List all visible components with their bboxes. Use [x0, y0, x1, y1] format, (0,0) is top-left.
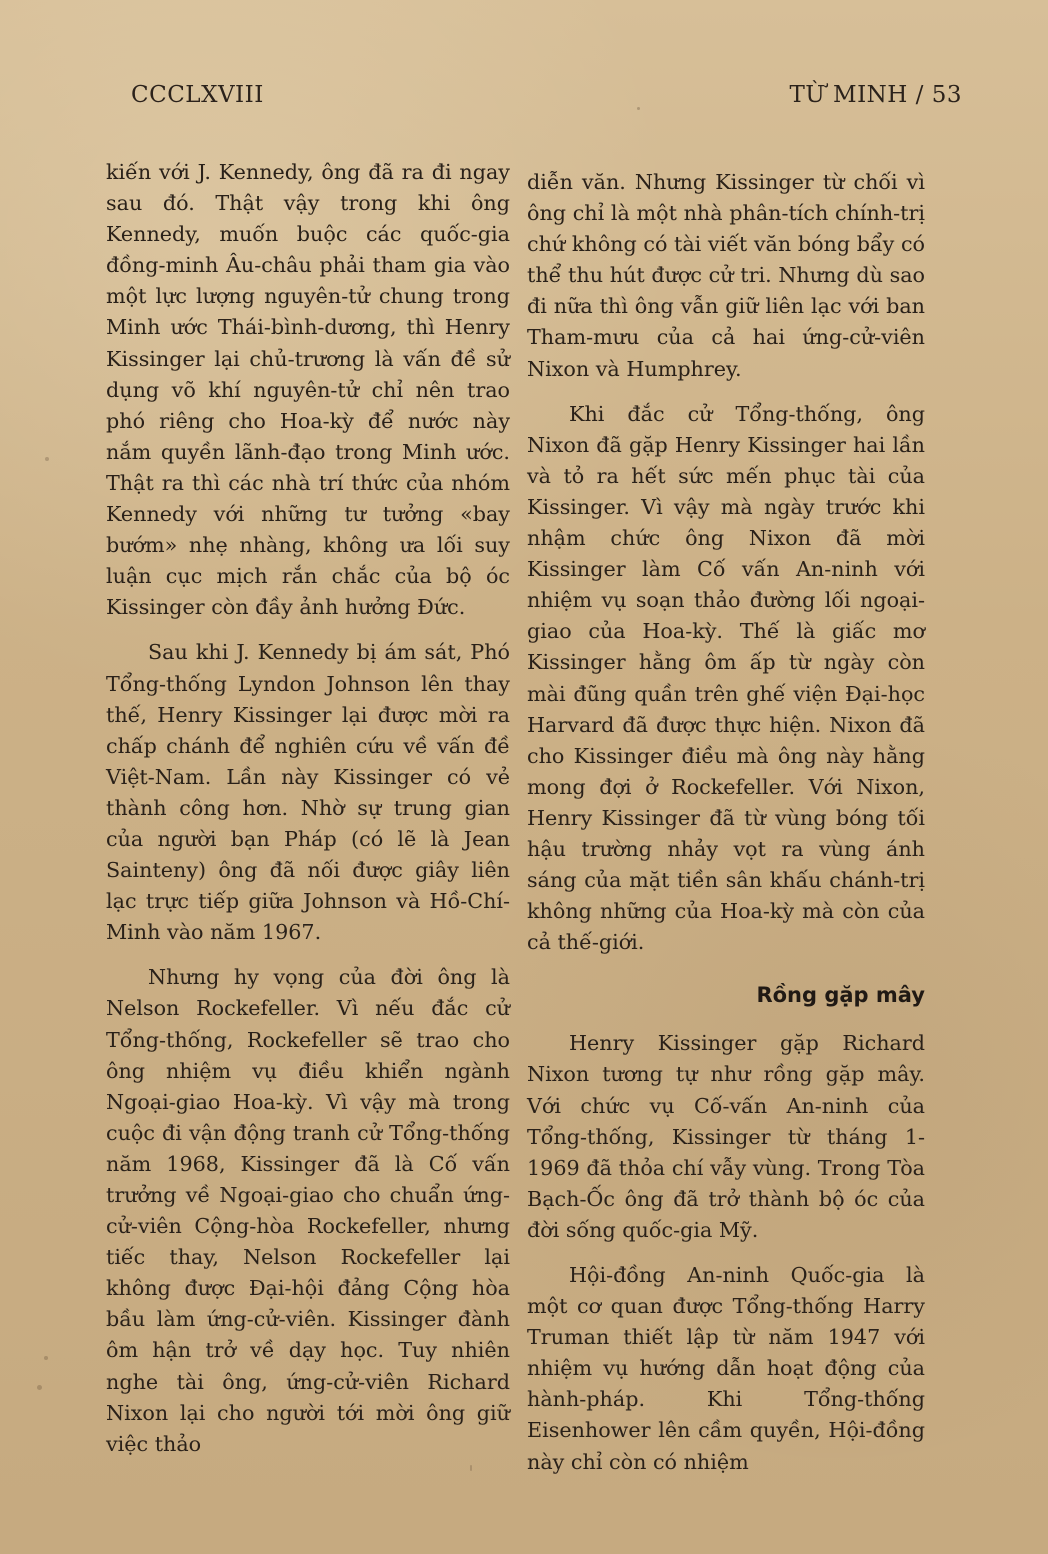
section-heading: Rồng gặp mây	[756, 983, 925, 1008]
right-column	[527, 167, 925, 1478]
paragraph: Henry Kissinger gặp Richard Nixon tương tự như rồng gặp mây. Với chức vụ Cố-vấn An-ninh của Tổng-thống, Kissinger từ tháng 1-1969 đã thỏa chí vẫy vùng. Trong Tòa Bạch-Ốc ông đã trở thành bộ óc của đời sống quốc-gia Mỹ.	[527, 1031, 925, 1242]
paper-mark	[470, 1465, 472, 1471]
paper-spot	[37, 1385, 42, 1390]
paper-spot	[44, 1356, 48, 1360]
paragraph: Nhưng hy vọng của đời ông là Nelson Rockefeller. Vì nếu đắc cử Tổng-thống, Rockefeller sẽ trao cho ông nhiệm vụ điều khiển ngành Ngoại-giao Hoa-kỳ. Vì vậy mà trong cuộc đi vận động tranh cử Tổng-thống năm 1968, Kissinger đã là Cố vấn trưởng về Ngoại-giao cho chuẩn ứng-cử-viên Cộng-hòa Rockefeller, nhưng tiếc thay, Nelson Rockefeller lại không được Đại-hội đảng Cộng hòa bầu làm ứng-cử-viên. Kissinger đành ôm hận trở về dạy học. Tuy nhiên nghe tài ông, ứng-cử-viên Richard Nixon lại cho người tới mời ông giữ việc thảo	[106, 965, 510, 1456]
paper-spot	[637, 107, 640, 110]
paragraph: diễn văn. Nhưng Kissinger từ chối vì ông chỉ là một nhà phân-tích chính-trị chứ không có tài viết văn bóng bẩy có thể thu hút được cử tri. Nhưng dù sao đi nữa thì ông vẫn giữ liên lạc với ban Tham-mưu của cả hai ứng-cử-viên Nixon và Humphrey.	[527, 170, 925, 381]
paragraph: Khi đắc cử Tổng-thống, ông Nixon đã gặp Henry Kissinger hai lần và tỏ ra hết sức mến phục tài của Kissinger. Vì vậy mà ngày trước khi nhậm chức ông Nixon đã mời Kissinger làm Cố vấn An-ninh với nhiệm vụ soạn thảo đường lối ngoại-giao của Hoa-kỳ. Thế là giấc mơ Kissinger hằng ôm ấp từ ngày còn mài đũng quần trên ghế viện Đại-học Harvard đã được thực hiện. Nixon đã cho Kissinger điều mà ông này hằng mong đợi ở Rockefeller. Với Nixon, Henry Kissinger đã từ vùng bóng tối hậu trường nhảy vọt ra vùng ánh sáng của mặt tiền sân khấu chánh-trị không những của Hoa-kỳ mà còn của cả thế-giới.	[527, 401, 925, 955]
left-column	[106, 157, 510, 1460]
paragraph: Sau khi J. Kennedy bị ám sát, Phó Tổng-thống Lyndon Johnson lên thay thế, Henry Kissinger lại được mời ra chấp chánh để nghiên cứu về vấn đề Việt-Nam. Lần này Kissinger có vẻ thành công hơn. Nhờ sự trung gian của người bạn Pháp (có lẽ là Jean Sainteny) ông đã nối được giây liên lạc trực tiếp giữa Johnson và Hồ-Chí-Minh vào năm 1967.	[106, 640, 510, 945]
paper-spot	[45, 457, 49, 461]
running-header-left: CCCLXVIII	[131, 82, 264, 108]
paragraph: Hội-đồng An-ninh Quốc-gia là một cơ quan được Tổng-thống Harry Truman thiết lập từ năm 1947 với nhiệm vụ hướng dẫn hoạt động của hành-pháp. Khi Tổng-thống Eisenhower lên cầm quyền, Hội-đồng này chỉ còn có nhiệm	[527, 1263, 925, 1474]
paragraph: kiến với J. Kennedy, ông đã ra đi ngay sau đó. Thật vậy trong khi ông Kennedy, muốn buộc các quốc-gia đồng-minh Âu-châu phải tham gia vào một lực lượng nguyên-tử chung trong Minh ước Thái-bình-dương, thì Henry Kissinger lại chủ-trương là vấn đề sử dụng võ khí nguyên-tử chỉ nên trao phó riêng cho Hoa-kỳ để nước này nắm quyền lãnh-đạo trong Minh ước. Thật ra thì các nhà trí thức của nhóm Kennedy với những tư tưởng «bay bướm» nhẹ nhàng, không ưa lối suy luận cục mịch rắn chắc của bộ óc Kissinger còn đầy ảnh hưởng Đức.	[106, 160, 510, 620]
running-header-right: TỪ MINH / 53	[789, 82, 962, 108]
